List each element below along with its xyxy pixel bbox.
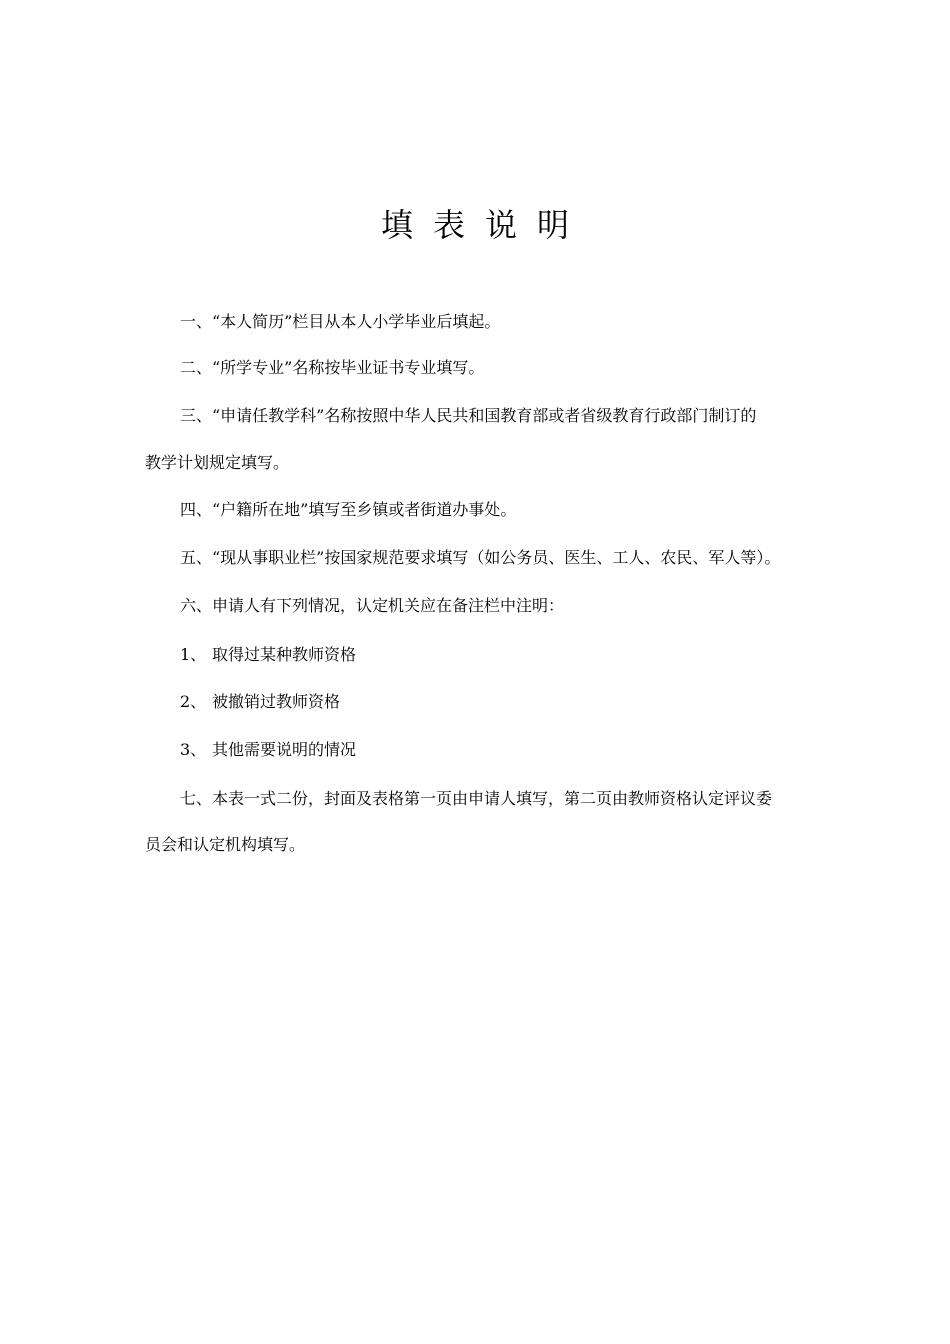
sub-item-3-number: 3、 — [180, 740, 207, 759]
instruction-item-6: 六、申请人有下列情况，认定机关应在备注栏中注明： — [180, 596, 565, 615]
sub-item-2 — [180, 690, 340, 714]
sub-item-1-text: 取得过某种教师资格 — [212, 645, 357, 664]
sub-item-3 — [180, 738, 356, 762]
instruction-item-4: 四、“户籍所在地”填写至乡镇或者街道办事处。 — [180, 500, 517, 519]
instruction-item-7-line-1: 七、本表一式二份，封面及表格第一页由申请人填写，第二页由教师资格认定评议委 — [180, 789, 773, 808]
instruction-item-5: 五、“现从事职业栏”按国家规范要求填写（如公务员、医生、工人、农民、军人等）。 — [180, 548, 781, 567]
instruction-item-3-line-2: 教学计划规定填写。 — [145, 453, 290, 472]
instruction-item-2: 二、“所学专业”名称按毕业证书专业填写。 — [180, 358, 485, 377]
sub-item-2-text: 被撤销过教师资格 — [212, 692, 341, 711]
instruction-item-1: 一、“本人简历”栏目从本人小学毕业后填起。 — [180, 312, 501, 331]
instruction-item-3-line-1: 三、“申请任教学科”名称按照中华人民共和国教育部或者省级教育行政部门制订的 — [180, 406, 757, 425]
sub-item-1 — [180, 643, 356, 667]
sub-item-3-text: 其他需要说明的情况 — [212, 740, 357, 759]
instruction-item-7-line-2: 员会和认定机构填写。 — [145, 835, 306, 854]
page-title: 填表说明 — [380, 206, 589, 244]
sub-item-2-number: 2、 — [180, 692, 207, 711]
sub-item-1-number: 1、 — [180, 645, 207, 664]
